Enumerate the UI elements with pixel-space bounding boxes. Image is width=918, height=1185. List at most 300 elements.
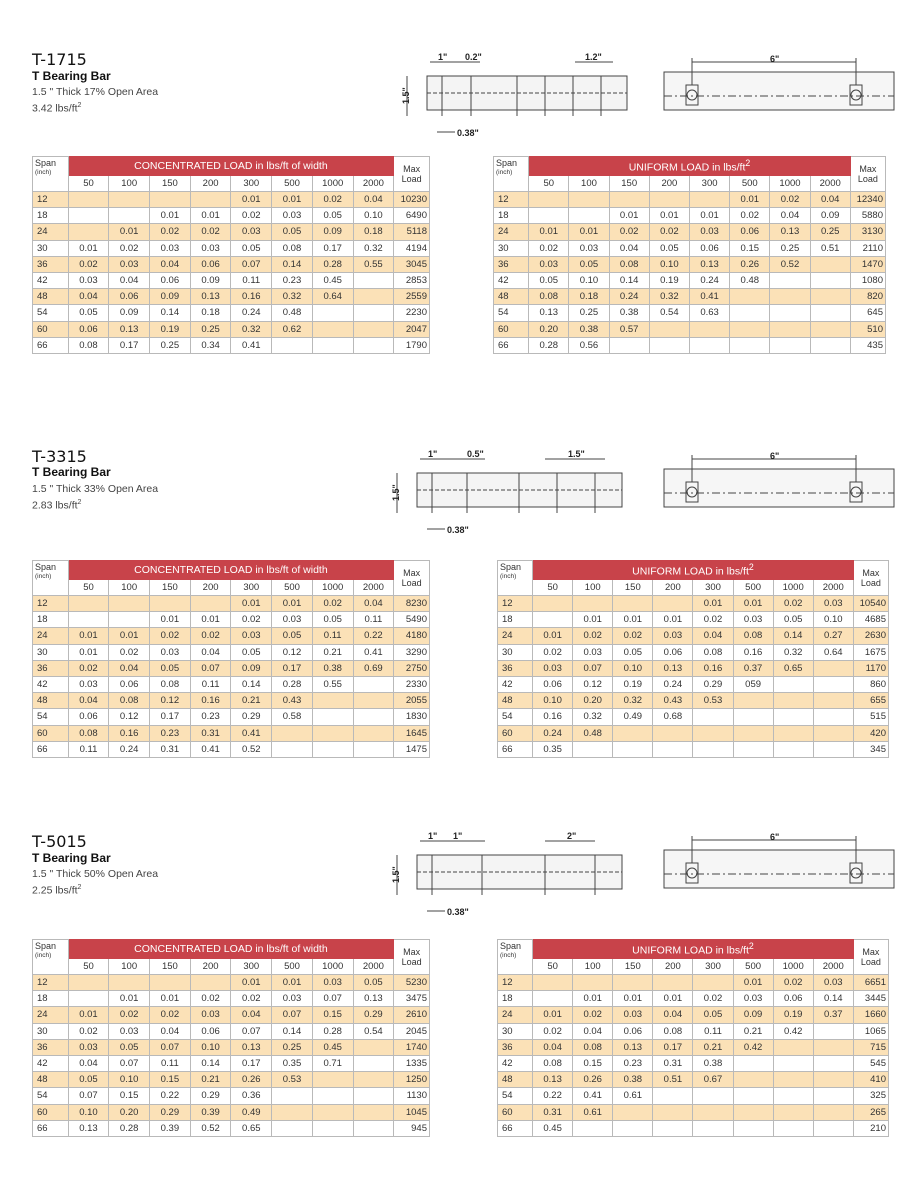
span-cell: 18 bbox=[494, 208, 529, 224]
deflection-cell: 0.03 bbox=[689, 224, 729, 240]
deflection-cell bbox=[773, 1055, 813, 1071]
max-load-header: Max Load bbox=[853, 561, 888, 596]
span-cell: 24 bbox=[498, 1007, 533, 1023]
product-title: T-5015 bbox=[32, 832, 87, 851]
load-column-header: 300 bbox=[231, 959, 272, 975]
product-thickness: 1.5 " Thick 50% Open Area bbox=[32, 868, 159, 880]
max-load-cell: 2045 bbox=[394, 1023, 430, 1039]
max-load-cell: 945 bbox=[394, 1120, 430, 1136]
load-column-header: 50 bbox=[68, 580, 109, 596]
product-weight: 3.42 lbs/$ft^2$ bbox=[32, 102, 82, 115]
deflection-cell: 0.05 bbox=[231, 644, 272, 660]
deflection-cell: 0.01 bbox=[533, 628, 573, 644]
dim-height: 1.5" bbox=[391, 866, 401, 883]
load-column-header: 50 bbox=[68, 176, 109, 192]
deflection-cell: 0.01 bbox=[730, 192, 770, 208]
dim-pitch: 1.5" bbox=[568, 449, 585, 459]
deflection-cell: 0.03 bbox=[813, 596, 853, 612]
deflection-cell: 0.45 bbox=[312, 1039, 353, 1055]
deflection-cell: 0.03 bbox=[272, 612, 313, 628]
plan-view-diagram bbox=[660, 828, 900, 903]
deflection-cell: 0.52 bbox=[231, 741, 272, 757]
deflection-cell: 0.15 bbox=[730, 240, 770, 256]
load-column-header: 2000 bbox=[810, 176, 850, 192]
deflection-cell: 0.13 bbox=[68, 1120, 109, 1136]
deflection-cell: 0.02 bbox=[609, 224, 649, 240]
load-column-header: 2000 bbox=[353, 580, 394, 596]
span-cell: 30 bbox=[33, 644, 69, 660]
deflection-cell: 0.03 bbox=[68, 272, 109, 288]
load-column-header: 200 bbox=[190, 580, 231, 596]
deflection-cell bbox=[653, 1088, 693, 1104]
deflection-cell: 0.48 bbox=[730, 272, 770, 288]
deflection-cell bbox=[312, 1072, 353, 1088]
load-column-header: 100 bbox=[109, 176, 150, 192]
deflection-cell: 0.49 bbox=[613, 709, 653, 725]
load-column-header: 200 bbox=[190, 959, 231, 975]
max-load-cell: 1645 bbox=[394, 725, 430, 741]
table-row bbox=[498, 1007, 889, 1023]
deflection-cell: 0.29 bbox=[231, 709, 272, 725]
deflection-cell: 0.21 bbox=[733, 1023, 773, 1039]
dim-pitch: 1.2" bbox=[585, 52, 602, 62]
deflection-cell: 0.08 bbox=[109, 693, 150, 709]
span-cell: 66 bbox=[33, 741, 69, 757]
deflection-cell: 0.03 bbox=[813, 975, 853, 991]
deflection-cell: 0.17 bbox=[312, 240, 353, 256]
deflection-cell: 0.13 bbox=[613, 1039, 653, 1055]
deflection-cell: 0.04 bbox=[573, 1023, 613, 1039]
max-load-cell: 6651 bbox=[853, 975, 888, 991]
deflection-cell: 0.05 bbox=[68, 1072, 109, 1088]
deflection-cell bbox=[190, 975, 231, 991]
deflection-cell: 0.41 bbox=[353, 644, 394, 660]
table-row bbox=[33, 1055, 430, 1071]
deflection-cell: 0.11 bbox=[68, 741, 109, 757]
deflection-cell: 0.23 bbox=[190, 709, 231, 725]
deflection-cell: 0.04 bbox=[653, 1007, 693, 1023]
deflection-cell bbox=[653, 1120, 693, 1136]
deflection-cell bbox=[613, 1104, 653, 1120]
load-column-header: 300 bbox=[231, 176, 272, 192]
deflection-cell: 0.64 bbox=[312, 289, 353, 305]
deflection-cell: 0.07 bbox=[190, 660, 231, 676]
product-thickness: 1.5 " Thick 17% Open Area bbox=[32, 86, 159, 98]
deflection-cell: 0.38 bbox=[569, 321, 609, 337]
deflection-cell: 0.02 bbox=[693, 612, 733, 628]
deflection-cell: 0.01 bbox=[529, 224, 569, 240]
deflection-cell: 0.02 bbox=[613, 628, 653, 644]
uniform-load-header: UNIFORM LOAD in lbs/$ft^2$ bbox=[533, 561, 854, 580]
span-cell: 24 bbox=[33, 1007, 69, 1023]
deflection-cell bbox=[533, 975, 573, 991]
span-header: Span (inch) bbox=[33, 940, 69, 975]
deflection-cell: 0.01 bbox=[68, 644, 109, 660]
max-load-cell: 3290 bbox=[394, 644, 430, 660]
max-load-cell: 2330 bbox=[394, 676, 430, 692]
deflection-cell: 0.03 bbox=[231, 224, 272, 240]
table-row bbox=[498, 991, 889, 1007]
deflection-cell: 0.19 bbox=[773, 1007, 813, 1023]
deflection-cell: 0.02 bbox=[773, 596, 813, 612]
max-load-cell: 1470 bbox=[850, 256, 885, 272]
deflection-cell: 0.25 bbox=[150, 337, 191, 353]
load-column-header: 200 bbox=[190, 176, 231, 192]
deflection-cell: 0.05 bbox=[150, 660, 191, 676]
deflection-cell: 0.04 bbox=[68, 1055, 109, 1071]
span-cell: 42 bbox=[33, 272, 69, 288]
deflection-cell: 0.07 bbox=[231, 1023, 272, 1039]
deflection-cell: 0.05 bbox=[569, 256, 609, 272]
span-cell: 42 bbox=[498, 1055, 533, 1071]
span-cell: 42 bbox=[498, 676, 533, 692]
deflection-cell: 0.41 bbox=[231, 337, 272, 353]
deflection-cell bbox=[813, 1055, 853, 1071]
span-cell: 36 bbox=[33, 660, 69, 676]
max-load-cell: 1130 bbox=[394, 1088, 430, 1104]
deflection-cell: 0.22 bbox=[150, 1088, 191, 1104]
span-cell: 54 bbox=[494, 305, 529, 321]
deflection-cell: 0.04 bbox=[190, 644, 231, 660]
deflection-cell: 0.04 bbox=[353, 596, 394, 612]
deflection-cell: 0.55 bbox=[312, 676, 353, 692]
deflection-cell: 0.23 bbox=[272, 272, 313, 288]
deflection-cell: 0.03 bbox=[569, 240, 609, 256]
deflection-cell: 0.04 bbox=[231, 1007, 272, 1023]
deflection-cell: 0.21 bbox=[312, 644, 353, 660]
deflection-cell: 0.06 bbox=[68, 321, 109, 337]
deflection-cell: 0.22 bbox=[533, 1088, 573, 1104]
deflection-cell: 0.17 bbox=[231, 1055, 272, 1071]
deflection-cell: 0.08 bbox=[68, 337, 109, 353]
deflection-cell: 0.03 bbox=[272, 991, 313, 1007]
deflection-cell: 0.02 bbox=[312, 596, 353, 612]
span-cell: 48 bbox=[498, 1072, 533, 1088]
deflection-cell: 0.12 bbox=[272, 644, 313, 660]
max-load-cell: 1080 bbox=[850, 272, 885, 288]
span-cell: 42 bbox=[33, 676, 69, 692]
deflection-cell: 0.01 bbox=[150, 612, 191, 628]
table-row bbox=[33, 1104, 430, 1120]
deflection-cell: 0.01 bbox=[569, 224, 609, 240]
deflection-cell: 0.01 bbox=[68, 240, 109, 256]
deflection-cell bbox=[813, 1104, 853, 1120]
max-load-cell: 345 bbox=[853, 741, 888, 757]
load-column-header: 50 bbox=[533, 959, 573, 975]
deflection-cell: 0.39 bbox=[150, 1120, 191, 1136]
table-row bbox=[498, 1072, 889, 1088]
deflection-cell: 0.38 bbox=[312, 660, 353, 676]
deflection-cell: 0.31 bbox=[150, 741, 191, 757]
deflection-cell: 0.03 bbox=[733, 991, 773, 1007]
load-column-header: 300 bbox=[231, 580, 272, 596]
max-load-cell: 12340 bbox=[850, 192, 885, 208]
deflection-cell: 0.05 bbox=[109, 1039, 150, 1055]
deflection-cell: 0.05 bbox=[312, 612, 353, 628]
deflection-cell: 0.05 bbox=[613, 644, 653, 660]
table-row bbox=[498, 1055, 889, 1071]
deflection-cell: 0.62 bbox=[272, 321, 313, 337]
deflection-cell: 0.01 bbox=[653, 991, 693, 1007]
deflection-cell: 0.52 bbox=[770, 256, 810, 272]
deflection-cell: 0.61 bbox=[613, 1088, 653, 1104]
deflection-cell: 0.13 bbox=[653, 660, 693, 676]
max-load-cell: 2110 bbox=[850, 240, 885, 256]
max-load-cell: 435 bbox=[850, 337, 885, 353]
max-load-cell: 1660 bbox=[853, 1007, 888, 1023]
deflection-cell: 0.26 bbox=[231, 1072, 272, 1088]
max-load-cell: 2750 bbox=[394, 660, 430, 676]
span-cell: 30 bbox=[33, 240, 69, 256]
max-load-cell: 325 bbox=[853, 1088, 888, 1104]
product-weight: 2.25 lbs/$ft^2$ bbox=[32, 884, 82, 897]
deflection-cell bbox=[353, 1104, 394, 1120]
deflection-cell: 0.01 bbox=[190, 208, 231, 224]
product-thickness: 1.5 " Thick 33% Open Area bbox=[32, 483, 159, 495]
max-load-cell: 10540 bbox=[853, 596, 888, 612]
deflection-cell: 0.02 bbox=[109, 644, 150, 660]
span-cell: 36 bbox=[498, 1039, 533, 1055]
deflection-cell: 0.08 bbox=[573, 1039, 613, 1055]
deflection-cell: 0.25 bbox=[810, 224, 850, 240]
deflection-cell: 0.03 bbox=[190, 1007, 231, 1023]
deflection-cell: 0.48 bbox=[272, 305, 313, 321]
deflection-cell bbox=[312, 1104, 353, 1120]
deflection-cell: 0.08 bbox=[150, 676, 191, 692]
max-load-cell: 4194 bbox=[394, 240, 430, 256]
deflection-cell: 0.02 bbox=[150, 224, 191, 240]
span-cell: 18 bbox=[498, 991, 533, 1007]
deflection-cell bbox=[693, 1120, 733, 1136]
deflection-cell: 0.01 bbox=[573, 991, 613, 1007]
max-load-cell: 1740 bbox=[394, 1039, 430, 1055]
deflection-cell: 0.25 bbox=[190, 321, 231, 337]
deflection-cell: 0.28 bbox=[272, 676, 313, 692]
table-row bbox=[498, 1104, 889, 1120]
max-load-cell: 1065 bbox=[853, 1023, 888, 1039]
deflection-cell: 0.01 bbox=[573, 612, 613, 628]
max-load-cell: 2853 bbox=[394, 272, 430, 288]
product-subtitle: T Bearing Bar bbox=[32, 465, 111, 479]
deflection-cell bbox=[150, 975, 191, 991]
deflection-cell: 0.05 bbox=[529, 272, 569, 288]
max-load-cell: 3130 bbox=[850, 224, 885, 240]
deflection-cell: 0.03 bbox=[190, 240, 231, 256]
deflection-cell: 0.29 bbox=[190, 1088, 231, 1104]
deflection-cell: 0.06 bbox=[190, 1023, 231, 1039]
deflection-cell: 0.03 bbox=[573, 644, 613, 660]
span-header: Span (inch) bbox=[498, 561, 533, 596]
concentrated-load-header: CONCENTRATED LOAD in lbs/ft of width bbox=[68, 561, 394, 580]
deflection-cell: 0.09 bbox=[810, 208, 850, 224]
max-load-cell: 820 bbox=[850, 289, 885, 305]
deflection-cell bbox=[312, 1088, 353, 1104]
deflection-cell: 0.04 bbox=[150, 256, 191, 272]
deflection-cell: 0.28 bbox=[109, 1120, 150, 1136]
load-column-header: 200 bbox=[653, 580, 693, 596]
product-weight: 2.83 lbs/$ft^2$ bbox=[32, 499, 82, 512]
span-cell: 36 bbox=[33, 256, 69, 272]
span-cell: 48 bbox=[33, 693, 69, 709]
deflection-cell bbox=[653, 975, 693, 991]
deflection-cell: 0.26 bbox=[730, 256, 770, 272]
deflection-cell: 0.67 bbox=[693, 1072, 733, 1088]
deflection-cell: 0.24 bbox=[653, 676, 693, 692]
deflection-cell: 0.02 bbox=[190, 991, 231, 1007]
deflection-cell: 0.02 bbox=[231, 991, 272, 1007]
deflection-cell: 0.07 bbox=[231, 256, 272, 272]
max-load-cell: 210 bbox=[853, 1120, 888, 1136]
max-load-cell: 1790 bbox=[394, 337, 430, 353]
deflection-cell bbox=[813, 1072, 853, 1088]
deflection-cell: 0.09 bbox=[312, 224, 353, 240]
deflection-cell: 0.19 bbox=[150, 321, 191, 337]
max-load-cell: 1170 bbox=[853, 660, 888, 676]
span-cell: 30 bbox=[494, 240, 529, 256]
deflection-cell: 0.02 bbox=[231, 612, 272, 628]
deflection-cell: 0.21 bbox=[190, 1072, 231, 1088]
deflection-cell: 0.03 bbox=[272, 208, 313, 224]
dim-bar-width: 1" bbox=[428, 831, 438, 841]
deflection-cell: 0.06 bbox=[150, 272, 191, 288]
deflection-cell: 0.21 bbox=[231, 693, 272, 709]
deflection-cell: 0.02 bbox=[533, 644, 573, 660]
span-cell: 42 bbox=[494, 272, 529, 288]
span-cell: 48 bbox=[33, 289, 69, 305]
deflection-cell: 0.01 bbox=[109, 628, 150, 644]
deflection-cell: 0.01 bbox=[613, 612, 653, 628]
table-row bbox=[33, 1039, 430, 1055]
deflection-cell bbox=[773, 1072, 813, 1088]
span-cell: 12 bbox=[33, 975, 69, 991]
max-load-cell: 1250 bbox=[394, 1072, 430, 1088]
deflection-cell: 0.08 bbox=[272, 240, 313, 256]
deflection-cell: 0.42 bbox=[733, 1039, 773, 1055]
deflection-cell bbox=[733, 1072, 773, 1088]
deflection-cell: 0.24 bbox=[689, 272, 729, 288]
table-row bbox=[498, 975, 889, 991]
max-load-cell: 2047 bbox=[394, 321, 430, 337]
deflection-cell: 0.10 bbox=[569, 272, 609, 288]
deflection-cell: 0.05 bbox=[312, 208, 353, 224]
table-row bbox=[33, 1120, 430, 1136]
max-load-cell: 265 bbox=[853, 1104, 888, 1120]
deflection-cell: 0.14 bbox=[231, 676, 272, 692]
table-row bbox=[498, 1120, 889, 1136]
span-cell: 18 bbox=[33, 208, 69, 224]
deflection-cell: 0.02 bbox=[190, 628, 231, 644]
span-cell: 18 bbox=[33, 991, 69, 1007]
deflection-cell: 0.10 bbox=[813, 612, 853, 628]
deflection-cell: 0.04 bbox=[609, 240, 649, 256]
span-cell: 54 bbox=[498, 1088, 533, 1104]
deflection-cell: 0.42 bbox=[773, 1023, 813, 1039]
deflection-cell: 0.03 bbox=[68, 676, 109, 692]
deflection-cell: 0.14 bbox=[150, 305, 191, 321]
deflection-cell: 0.13 bbox=[190, 289, 231, 305]
deflection-cell: 0.07 bbox=[573, 660, 613, 676]
deflection-cell: 0.32 bbox=[353, 240, 394, 256]
deflection-cell: 0.01 bbox=[272, 975, 313, 991]
deflection-cell: 0.36 bbox=[231, 1088, 272, 1104]
deflection-cell: 0.39 bbox=[190, 1104, 231, 1120]
deflection-cell: 0.03 bbox=[109, 256, 150, 272]
deflection-cell bbox=[353, 1120, 394, 1136]
deflection-cell: 0.17 bbox=[109, 337, 150, 353]
deflection-cell: 0.05 bbox=[773, 612, 813, 628]
dim-rod-spacing: 6" bbox=[770, 451, 780, 461]
load-column-header: 200 bbox=[649, 176, 689, 192]
deflection-cell bbox=[353, 1039, 394, 1055]
deflection-cell: 0.26 bbox=[573, 1072, 613, 1088]
deflection-cell: 0.11 bbox=[150, 1055, 191, 1071]
deflection-cell: 0.01 bbox=[609, 208, 649, 224]
deflection-cell bbox=[68, 991, 109, 1007]
deflection-cell: 0.15 bbox=[573, 1055, 613, 1071]
deflection-cell: 0.06 bbox=[613, 1023, 653, 1039]
deflection-cell: 0.01 bbox=[109, 224, 150, 240]
dim-height: 1.5" bbox=[391, 484, 401, 501]
deflection-cell: 0.05 bbox=[231, 240, 272, 256]
deflection-cell bbox=[353, 1088, 394, 1104]
deflection-cell: 0.13 bbox=[689, 256, 729, 272]
deflection-cell: 0.02 bbox=[150, 628, 191, 644]
deflection-cell: 0.13 bbox=[353, 991, 394, 1007]
uniform-load-table bbox=[497, 939, 889, 1137]
deflection-cell: 0.01 bbox=[649, 208, 689, 224]
deflection-cell bbox=[813, 1088, 853, 1104]
deflection-cell: 0.38 bbox=[613, 1072, 653, 1088]
deflection-cell: 0.28 bbox=[312, 256, 353, 272]
max-load-cell: 8230 bbox=[394, 596, 430, 612]
deflection-cell: 0.54 bbox=[649, 305, 689, 321]
deflection-cell: 0.02 bbox=[529, 240, 569, 256]
table-row bbox=[498, 1023, 889, 1039]
deflection-cell: 0.06 bbox=[730, 224, 770, 240]
deflection-cell: 0.02 bbox=[109, 1007, 150, 1023]
deflection-cell: 0.12 bbox=[573, 676, 613, 692]
deflection-cell: 0.24 bbox=[231, 305, 272, 321]
table-row bbox=[498, 1039, 889, 1055]
max-load-cell: 545 bbox=[853, 1055, 888, 1071]
load-column-header: 150 bbox=[609, 176, 649, 192]
deflection-cell: 0.16 bbox=[231, 289, 272, 305]
deflection-cell: 0.10 bbox=[109, 1072, 150, 1088]
deflection-cell: 0.02 bbox=[693, 991, 733, 1007]
deflection-cell: 0.05 bbox=[649, 240, 689, 256]
deflection-cell: 0.32 bbox=[272, 289, 313, 305]
deflection-cell: 0.68 bbox=[653, 709, 693, 725]
deflection-cell: 0.04 bbox=[68, 289, 109, 305]
span-header: Span (inch) bbox=[498, 940, 533, 975]
load-column-header: 150 bbox=[150, 959, 191, 975]
max-load-cell: 2610 bbox=[394, 1007, 430, 1023]
table-row bbox=[498, 1088, 889, 1104]
deflection-cell: 0.15 bbox=[312, 1007, 353, 1023]
dim-rod-spacing: 6" bbox=[770, 832, 780, 842]
deflection-cell: 0.51 bbox=[653, 1072, 693, 1088]
deflection-cell: 0.01 bbox=[231, 596, 272, 612]
deflection-cell: 0.13 bbox=[109, 321, 150, 337]
deflection-cell: 0.24 bbox=[609, 289, 649, 305]
deflection-cell: 0.51 bbox=[810, 240, 850, 256]
deflection-cell: 0.01 bbox=[533, 1007, 573, 1023]
deflection-cell: 0.01 bbox=[693, 596, 733, 612]
deflection-cell: 0.18 bbox=[353, 224, 394, 240]
dim-pitch: 2" bbox=[567, 831, 577, 841]
deflection-cell: 0.11 bbox=[231, 272, 272, 288]
max-load-header: Max Load bbox=[394, 561, 430, 596]
